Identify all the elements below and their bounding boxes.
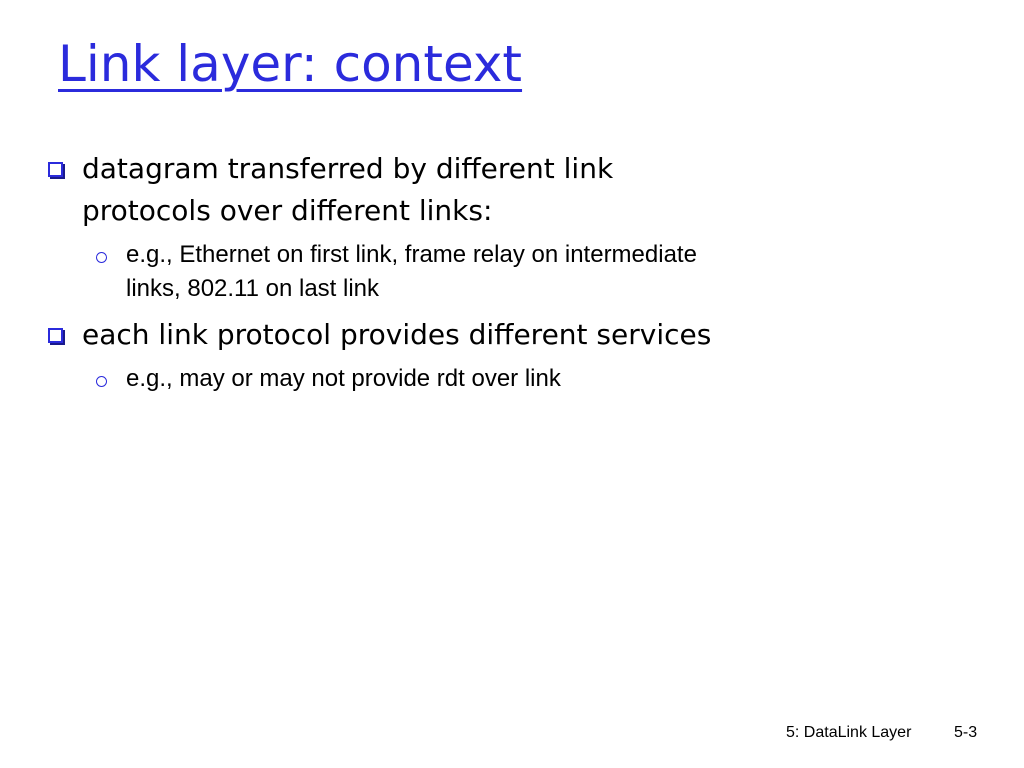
square-bullet-icon (48, 328, 63, 343)
slide-title: Link layer: context (58, 35, 523, 93)
square-bullet-icon (48, 162, 63, 177)
bullet-text: datagram transferred by different link protocols over different links: (82, 152, 614, 227)
sub-bullet-item (40, 238, 740, 306)
footer-chapter: 5: DataLink Layer (786, 724, 912, 741)
bullet-item (40, 314, 740, 356)
circle-bullet-icon (96, 252, 107, 263)
sub-bullet-text: e.g., may or may not provide rdt over link (126, 365, 561, 392)
bullet-text: each link protocol provides different services (82, 318, 712, 351)
circle-bullet-icon (96, 376, 107, 387)
sub-bullet-item (40, 362, 740, 396)
footer-page-number: 5-3 (954, 724, 978, 741)
sub-bullet-text: e.g., Ethernet on first link, frame relay on intermediate links, 802.11 on last link (126, 241, 697, 302)
bullet-item (40, 148, 740, 232)
bullet-list (40, 148, 740, 404)
